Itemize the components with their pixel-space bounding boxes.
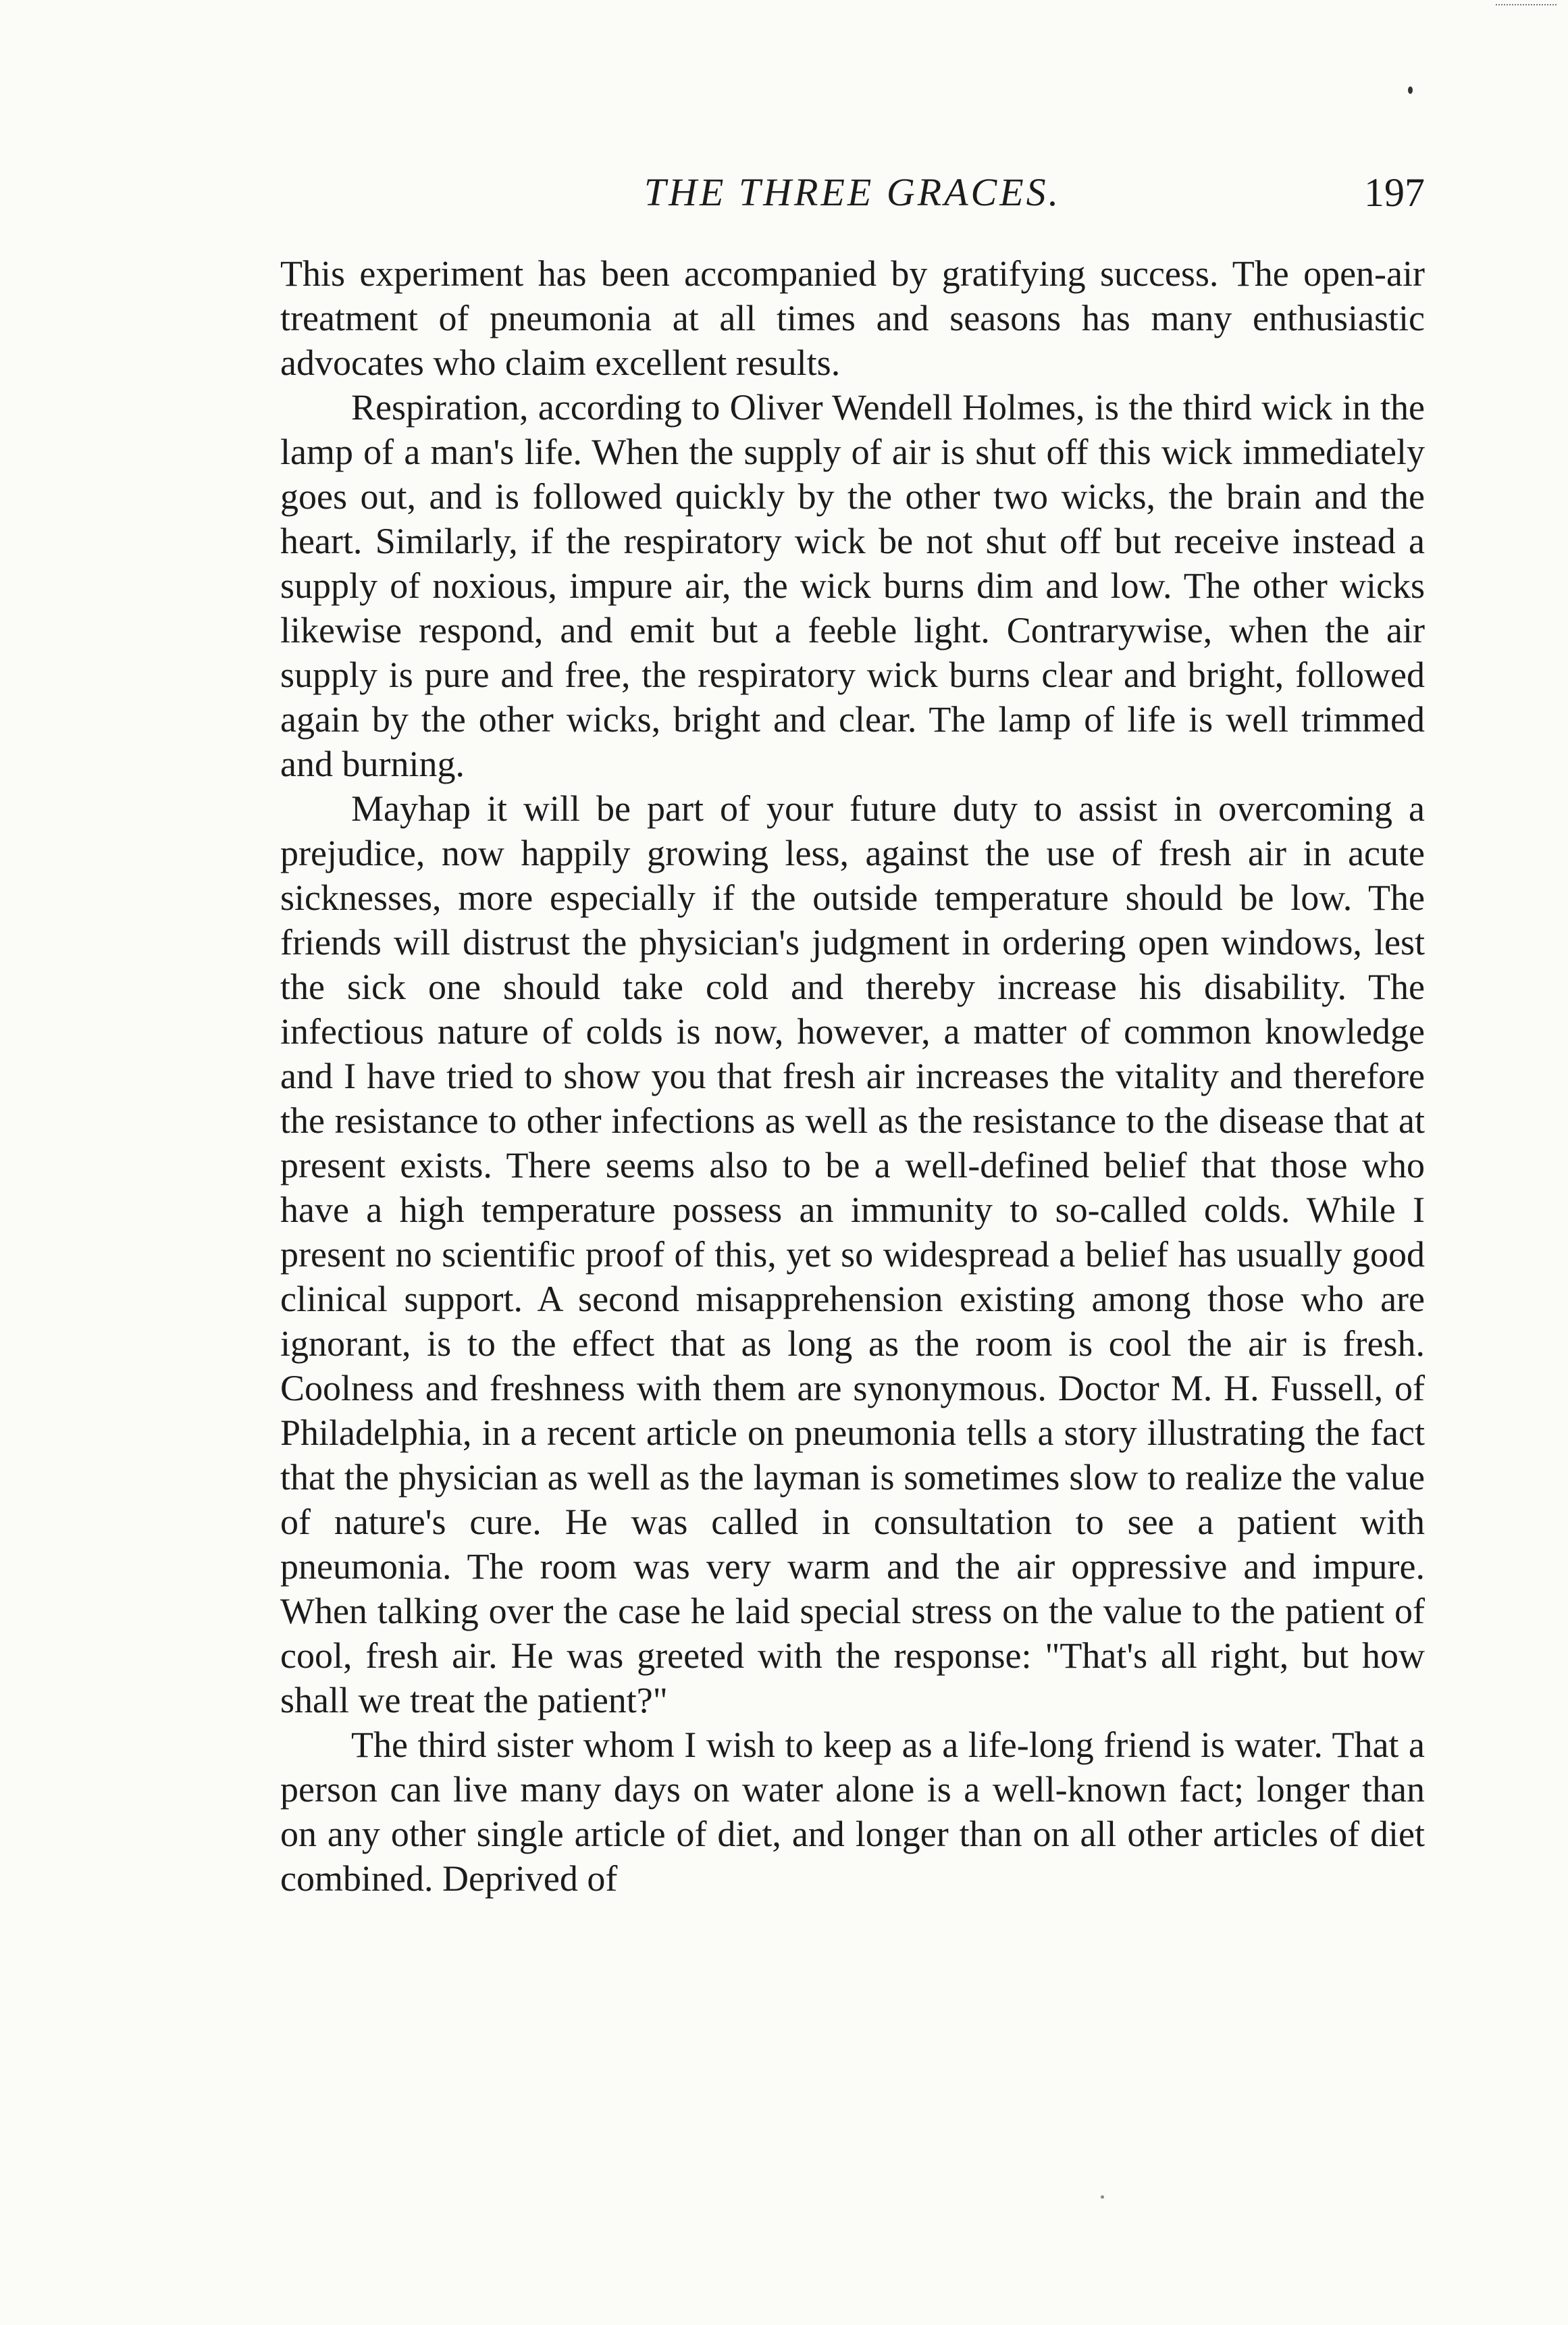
paragraph: Mayhap it will be part of your future duty to assist in overcoming a prejudice, now happily growing less, against the use of fresh air in acute sicknesses, more especially if the outside temperature should be low. The friends will distrust the physician's judgment in ordering open windows, lest the sick one should take cold and thereby increase his disability. The infectious nature of colds is now, however, a matter of common knowledge and I have tried to show you that fresh air increases the vitality and therefore the resistance to other infections as well as the resistance to the disease that at present exists. There seems also to be a well-defined belief that those who have a high temperature possess an immunity to so-called colds. While I present no scientific proof of this, yet so widespread a belief has usually good clinical support. A second misapprehension existing among those who are ignorant, is to the effect that as long as the room is cool the air is fresh. Coolness and freshness with them are synonymous. Doctor M. H. Fussell, of Philadelphia, in a recent article on pneumonia tells a story illustrating the fact that the physician as well as the layman is sometimes slow to realize the value of nature's cure. He was called in consultation to see a patient with pneumonia. The room was very warm and the air oppressive and impure. When talking over the case he laid special stress on the value to the patient of cool, fresh air. He was greeted with the response: "That's all right, but how shall we treat the patient?": [280, 788, 1425, 1720]
scan-corner-mark: [1496, 4, 1557, 7]
paragraph: The third sister whom I wish to keep as a life-long friend is water. That a person can live many days on water alone is a well-known fact; longer than on any other single article of diet, and longer than on all other articles of diet combined. Deprived of: [280, 1724, 1425, 1899]
page-header: [280, 165, 1425, 220]
body-text: [280, 251, 1425, 1901]
paragraph: Respiration, according to Oliver Wendell Holmes, is the third wick in the lamp of a man's life. When the supply of air is shut off this wick immediately goes out, and is followed quickly by the other two wicks, the brain and the heart. Similarly, if the respiratory wick be not shut off but receive instead a supply of noxious, impure air, the wick burns dim and low. The other wicks likewise respond, and emit but a feeble light. Contrarywise, when the air supply is pure and free, the respiratory wick burns clear and bright, followed again by the other wicks, bright and clear. The lamp of life is well trimmed and burning.: [280, 387, 1425, 784]
scan-speck: [1101, 2195, 1104, 2199]
paragraph: This experiment has been accompanied by gratifying success. The open-air treatment of pneumonia at all times and seasons has many enthusiastic advocates who claim excellent results.: [280, 253, 1425, 383]
running-title: THE THREE GRACES.: [644, 170, 1062, 214]
scan-speck: [1408, 86, 1413, 94]
page-number: 197: [1364, 170, 1425, 215]
